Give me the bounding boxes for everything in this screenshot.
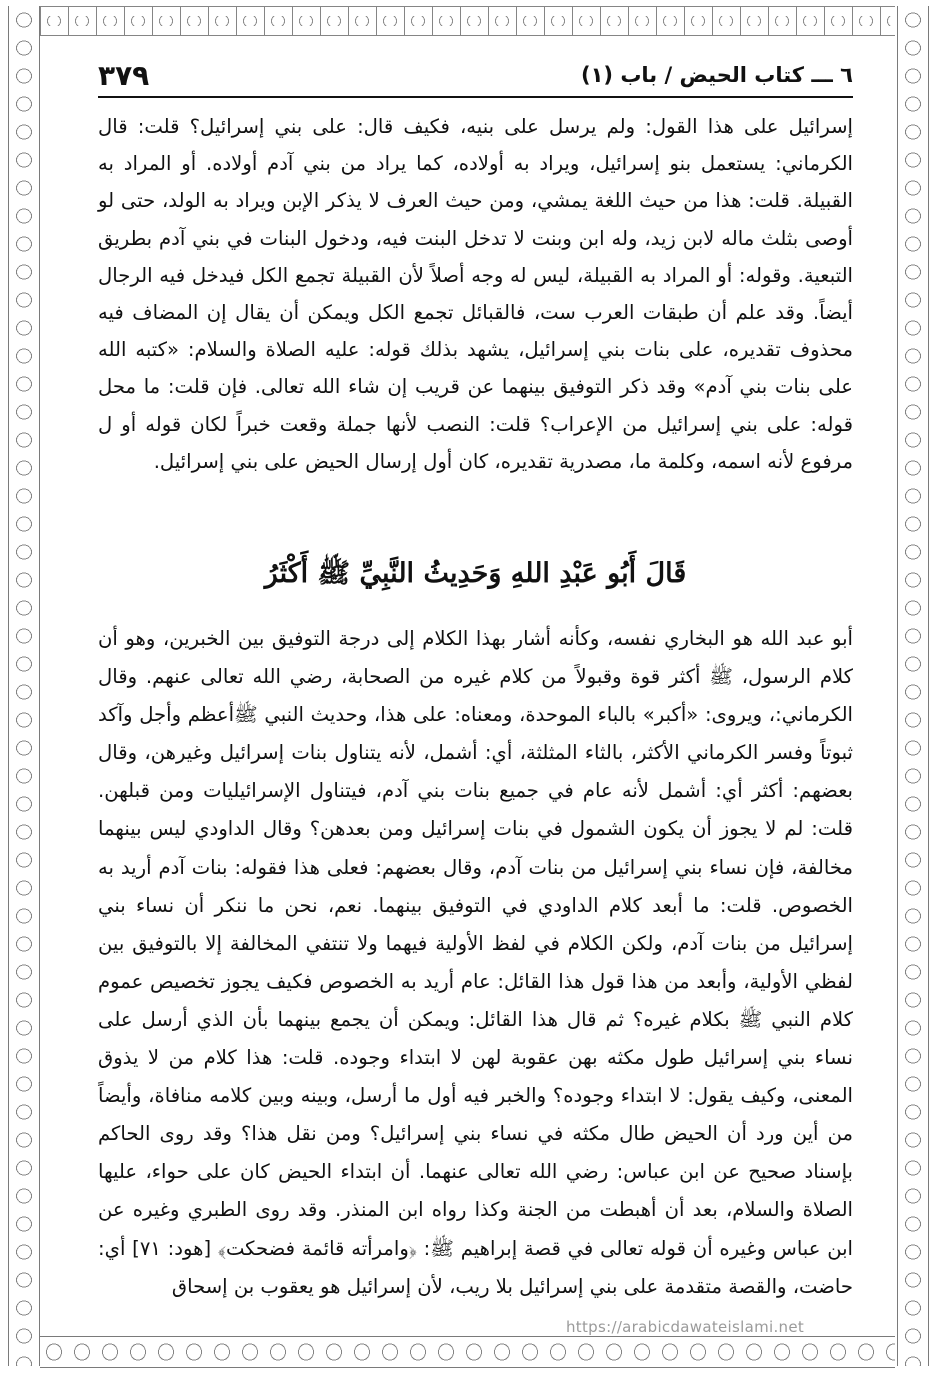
page-header — [98, 58, 853, 98]
section-heading: قَالَ أَبُو عَبْدِ اللهِ وَحَدِيثُ النَّبِيِّ ﷺ أَكْثَرُ — [264, 558, 687, 589]
paragraph: أبو عبد الله هو البخاري نفسه، وكأنه أشار بهذا الكلام إلى درجة التوفيق بين الخبرين، وهو أن كلام الرسول، ﷺ أكثر قوة وقبولاً من كلام غيره من الصحابة، رضي الله تعالى عنهم. وقال الكرماني:، ويروى: «أكبر» بالباء الموحدة، ومعناه: على هذا، وحديث النبي ﷺأعظم وأجل وآكد ثبوتاً وفسر الكرماني الأكثر، بالثاء المثلثة، أي: أشمل، لأنه يتناول بنات إسرائيل وغيرهن، وقال بعضهم: أكثر أي: أشمل لأنه عام في جميع بنات بني آدم، فيتناول الإسرائيليات ومن قبلهن. قلت: لم لا يجوز أن يكون الشمول في بنات إسرائيل ومن بعدهن؟ وقال الداودي ليس بينهما مخالفة، فإن نساء بني إسرائيل من بنات آدم، وقال بعضهم: فعلى هذا فقوله: بنات آدم أريد به الخصوص. قلت: ما أبعد كلام الداودي في التوفيق بينهما. نعم، نحن ما ننكر أن نساء بني إسرائيل من بنات آدم، ولكن الكلام في لفظ الأولية فيهما ولا تنتفي المخالفة إلا بالتوفيق بين لفظي الأولية، وأبعد من هذا قول هذا القائل: عام أريد به الخصوص فكيف يجوز تخصيص عموم كلام النبي ﷺ بكلام غيره؟ ثم قال هذا القائل: ويمكن أن يجمع بينهما بأن الذي أرسل على نساء بني إسرائيل طول مكثه بهن عقوبة لهن لا ابتداء وجوده. قلت: هذا كلام من لا يذوق المعنى، وكيف يقول: لا ابتداء وجوده؟ والخبر فيه أول ما أرسل، وبينه وبين كلامه منافاة، وأيضاً من أين ورد أن الحيض طال مكثه في نساء بني إسرائيل؟ ومن نقل هذا؟ وقد روى الحاكم بإسناد صحيح عن ابن عباس: رضي الله تعالى عنهما. أن ابتداء الحيض كان على حواء، عليها الصلاة والسلام، بعد أن أهبطت من الجنة وكذا رواه ابن المنذر. وقد روى الطبري وغيره عن ابن عباس وغيره أن قوله تعالى في قصة إبراهيم ﷺ: ﴿وامرأته قائمة فضحكت﴾ [هود: ٧١] أي: حاضت، والقصة متقدمة على بني إسرائيل بلا ريب، لأن إسرائيل هو يعقوب بن إسحاق — [98, 627, 854, 1298]
site-watermark: https://arabicdawateislami.net — [566, 1318, 805, 1336]
page-border-top — [40, 6, 895, 36]
commentary-block-2 — [98, 620, 853, 1306]
page-border-bottom — [40, 1336, 895, 1368]
paragraph: إسرائيل على هذا القول: ولم يرسل على بنيه، فكيف قال: على بني إسرائيل؟ قلت: قال الكرماني: يستعمل بنو إسرائيل، ويراد به أولاده، كما يراد من بني آدم أولاده. أو المراد به القبيلة. قلت: هذا من حيث اللغة يمشي، ومن حيث العرف لا يذكر الإبن ويراد به الولد، حتى لو أوصى بثلث ماله لابن زيد، وله ابن وبنت لا تدخل البنت فيه، ودخول البنات في بني آدم بطريق التبعية. وقوله: أو المراد به القبيلة، ليس له وجه أصلاً لأن القبيلة تجمع الكل فيدخل فيه الرجال أيضاً. وقد علم أن طبقات العرب ست، فالقبائل تجمع الكل ويمكن أن يقال إن المضاف فيه محذوف تقديره، على بنات بني إسرائيل، يشهد بذلك قوله: عليه الصلاة والسلام: «كتبه الله على بنات بني آدم» وقد ذكر التوفيق بينهما عن قريب إن شاء الله تعالى. فإن قلت: ما محل قوله: على بني إسرائيل من الإعراب؟ قلت: النصب لأنها جملة وقعت خبراً لكان قوله أو ل مرفوع لأنه اسمه، وكلمة ما، مصدرية تقديره، كان أول إرسال الحيض على بني إسرائيل. — [98, 115, 853, 473]
commentary-block-1 — [98, 108, 853, 480]
page-border-right — [897, 6, 929, 1366]
running-title: ٦ ـــ كتاب الحيض / باب (١) — [580, 63, 853, 87]
page-border-left — [8, 6, 40, 1366]
page-number: ٣٧٩ — [98, 58, 150, 92]
